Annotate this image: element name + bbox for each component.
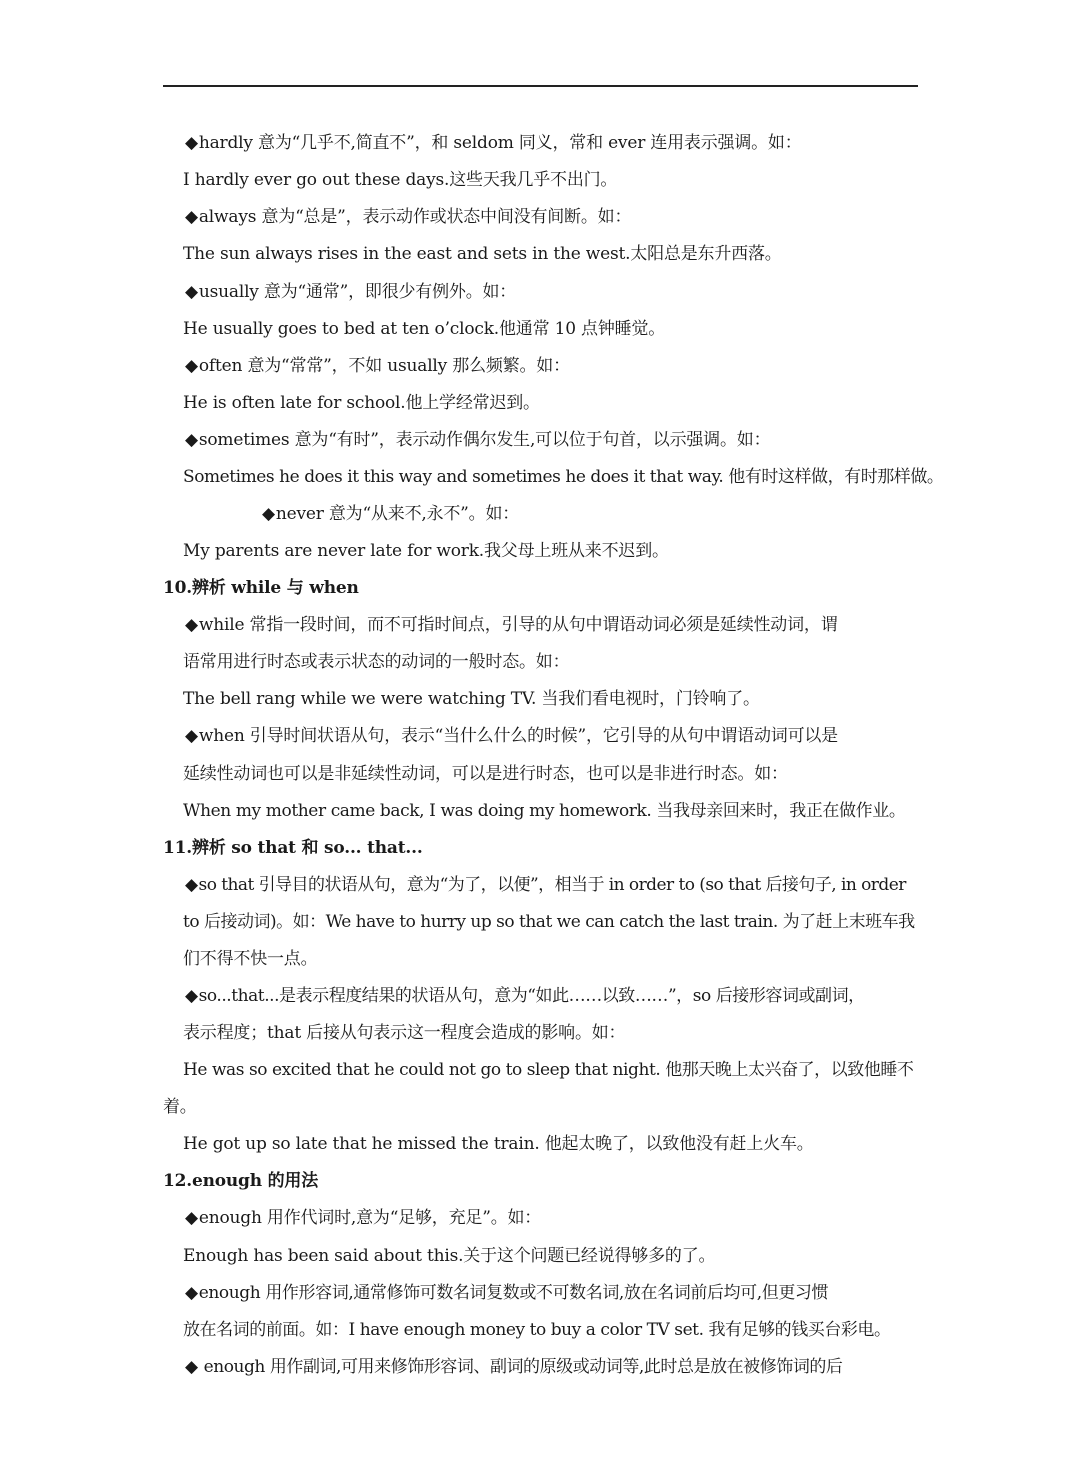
example-sentence <box>183 318 665 340</box>
paragraph-line <box>183 1022 625 1044</box>
bullet-icon: ◆ <box>185 1357 198 1377</box>
line-text: never 意为“从来不,永不”。如： <box>275 504 520 524</box>
line-text: so...that...是表示程度结果的状语从句，意为“如此……以致……”，so 后接形容词或副词， <box>198 986 865 1006</box>
line-text: usually 意为“通常”，即很少有例外。如： <box>198 282 517 302</box>
line-text: He is often late for school.他上学经常迟到。 <box>183 393 540 413</box>
line-text: 们不得不快一点。 <box>183 949 318 969</box>
line-text: enough 用作副词,可用来修饰形容词、副词的原级或动词等,此时总是放在被修饰词的后 <box>198 1357 843 1377</box>
example-sentence <box>183 1245 715 1267</box>
line-text: hardly 意为“几乎不,简直不”，和 seldom 同义，常和 ever 连用表示强调。如： <box>198 133 802 153</box>
line-text: 放在名词的前面。如：I have enough money to buy a color TV set. 我有足够的钱买台彩电。 <box>183 1320 891 1340</box>
list-item <box>185 1356 842 1378</box>
list-item <box>185 874 906 896</box>
line-text: He usually goes to bed at ten o’clock.他通常 10 点钟睡觉。 <box>183 319 666 339</box>
paragraph-line <box>183 651 569 673</box>
bullet-icon: ◆ <box>185 282 198 302</box>
section-heading <box>163 1170 318 1192</box>
line-text: so that 引导目的状语从句，意为“为了，以便”，相当于 in order to (so that 后接句子, in order <box>198 875 906 895</box>
line-text: when 引导时间状语从句，表示“当什么什么的时候”，它引导的从句中谓语动词可以是 <box>198 726 838 746</box>
bullet-icon: ◆ <box>185 207 198 227</box>
line-text: 延续性动词也可以是非延续性动词，可以是进行时态，也可以是非进行时态。如： <box>183 764 788 784</box>
list-item <box>185 206 631 228</box>
bullet-icon: ◆ <box>185 133 198 153</box>
bullet-icon: ◆ <box>185 986 198 1006</box>
bullet-icon: ◆ <box>185 875 198 895</box>
paragraph-line <box>183 911 915 933</box>
section-heading <box>163 577 359 599</box>
bullet-icon: ◆ <box>185 430 198 450</box>
line-text: My parents are never late for work.我父母上班从来不迟到。 <box>183 541 669 561</box>
example-sentence <box>183 392 540 414</box>
line-text: The sun always rises in the east and sets in the west.太阳总是东升西落。 <box>183 244 782 264</box>
bullet-icon: ◆ <box>185 1208 198 1228</box>
list-item <box>185 985 865 1007</box>
line-text: to 后接动词)。如：We have to hurry up so that we can catch the last train. 为了赶上末班车我 <box>183 912 915 932</box>
list-item <box>185 429 770 451</box>
line-text: sometimes 意为“有时”，表示动作偶尔发生,可以位于句首，以示强调。如： <box>198 430 771 450</box>
example-sentence <box>183 800 905 822</box>
example-sentence <box>183 466 943 488</box>
header-rule <box>163 85 918 87</box>
line-text: 语常用进行时态或表示状态的动词的一般时态。如： <box>183 652 570 672</box>
list-item <box>185 1282 828 1304</box>
list-item <box>185 614 838 636</box>
example-sentence <box>183 688 760 710</box>
list-item <box>185 132 802 154</box>
line-text: He got up so late that he missed the train. 他起太晚了，以致他没有赶上火车。 <box>183 1134 814 1154</box>
heading-text: 10.辨析 while 与 when <box>163 578 359 598</box>
line-text: often 意为“常常”，不如 usually 那么频繁。如： <box>198 356 570 376</box>
bullet-icon: ◆ <box>262 504 275 524</box>
example-sentence <box>183 540 669 562</box>
list-item <box>185 281 516 303</box>
example-sentence <box>183 1133 814 1155</box>
list-item <box>185 1207 541 1229</box>
line-text: 着。 <box>163 1097 197 1117</box>
line-text: 表示程度；that 后接从句表示这一程度会造成的影响。如： <box>183 1023 626 1043</box>
line-text: I hardly ever go out these days.这些天我几乎不出门。 <box>183 170 618 190</box>
bullet-icon: ◆ <box>185 356 198 376</box>
line-text: The bell rang while we were watching TV. 当我们看电视时，门铃响了。 <box>183 689 760 709</box>
bullet-icon: ◆ <box>185 1283 198 1303</box>
example-sentence <box>183 169 617 191</box>
bullet-icon: ◆ <box>185 615 198 635</box>
bullet-icon: ◆ <box>185 726 198 746</box>
heading-text: 12.enough 的用法 <box>163 1171 319 1191</box>
line-text: Sometimes he does it this way and sometimes he does it that way. 他有时这样做，有时那样做。 <box>183 467 944 487</box>
heading-text: 11.辨析 so that 和 so... that... <box>163 838 423 858</box>
line-text: always 意为“总是”，表示动作或状态中间没有间断。如： <box>198 207 632 227</box>
list-item <box>185 725 838 747</box>
line-text: while 常指一段时间，而不可指时间点，引导的从句中谓语动词必须是延续性动词，谓 <box>198 615 838 635</box>
paragraph-line <box>183 763 788 785</box>
line-text: Enough has been said about this.关于这个问题已经说得够多的了。 <box>183 1246 716 1266</box>
line-text: When my mother came back, I was doing my homework. 当我母亲回来时，我正在做作业。 <box>183 801 906 821</box>
paragraph-line <box>163 1096 197 1118</box>
line-text: enough 用作代词时,意为“足够，充足”。如： <box>198 1208 542 1228</box>
line-text: He was so excited that he could not go to sleep that night. 他那天晚上太兴奋了，以致他睡不 <box>183 1060 914 1080</box>
example-sentence <box>183 243 782 265</box>
line-text: enough 用作形容词,通常修饰可数名词复数或不可数名词,放在名词前后均可,但更习惯 <box>198 1283 829 1303</box>
section-heading <box>163 837 423 859</box>
paragraph-line <box>183 948 317 970</box>
list-item <box>185 355 570 377</box>
example-sentence <box>183 1059 913 1081</box>
list-item <box>262 503 519 525</box>
paragraph-line <box>183 1319 891 1341</box>
